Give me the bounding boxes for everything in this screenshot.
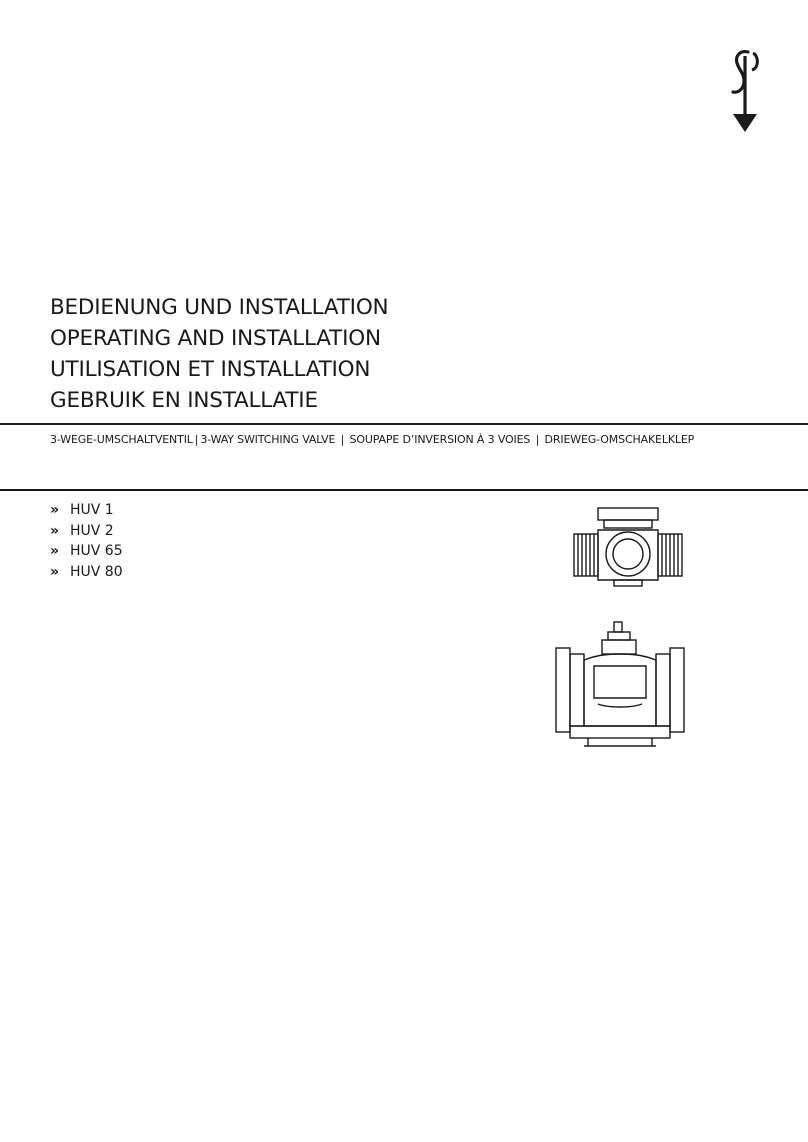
- title-nl: GEBRUIK EN INSTALLATIE: [50, 388, 318, 413]
- bullet-icon: »: [50, 502, 60, 518]
- bullet-icon: »: [50, 522, 60, 539]
- model-list: [50, 500, 123, 582]
- list-item: [50, 562, 123, 583]
- subtitle-separator: |: [535, 433, 540, 446]
- bottom-divider: [0, 489, 808, 491]
- model-name: HUV 2: [70, 522, 114, 539]
- document-titles: [50, 292, 388, 416]
- title-de: BEDIENUNG UND INSTALLATION: [50, 295, 389, 320]
- title-en: OPERATING AND INSTALLATION: [50, 326, 381, 351]
- model-name: HUV 80: [70, 563, 123, 580]
- model-name: HUV 1: [70, 502, 114, 518]
- subtitle-separator: |: [340, 433, 345, 446]
- list-item: [50, 521, 123, 542]
- bullet-icon: »: [50, 543, 60, 559]
- subtitle-fr: SOUPAPE D’INVERSION À 3 VOIES: [349, 433, 531, 446]
- model-name: HUV 65: [70, 543, 123, 559]
- subtitle-de: 3-WEGE-UMSCHALTVENTIL: [50, 433, 193, 446]
- list-item: [50, 541, 123, 562]
- flanged-valve-drawing-icon: [554, 620, 686, 752]
- subtitle-nl: DRIEWEG-OMSCHAKELKLEP: [544, 433, 695, 446]
- product-subtitle: [50, 433, 694, 446]
- threaded-valve-drawing-icon: [572, 506, 684, 588]
- list-item: [50, 500, 123, 521]
- brand-logo-icon: [722, 48, 762, 136]
- subtitle-en: 3-WAY SWITCHING VALVE: [200, 433, 336, 446]
- bullet-icon: »: [50, 563, 60, 580]
- subtitle-separator: |: [194, 433, 199, 446]
- title-fr: UTILISATION ET INSTALLATION: [50, 357, 371, 382]
- top-divider: [0, 423, 808, 425]
